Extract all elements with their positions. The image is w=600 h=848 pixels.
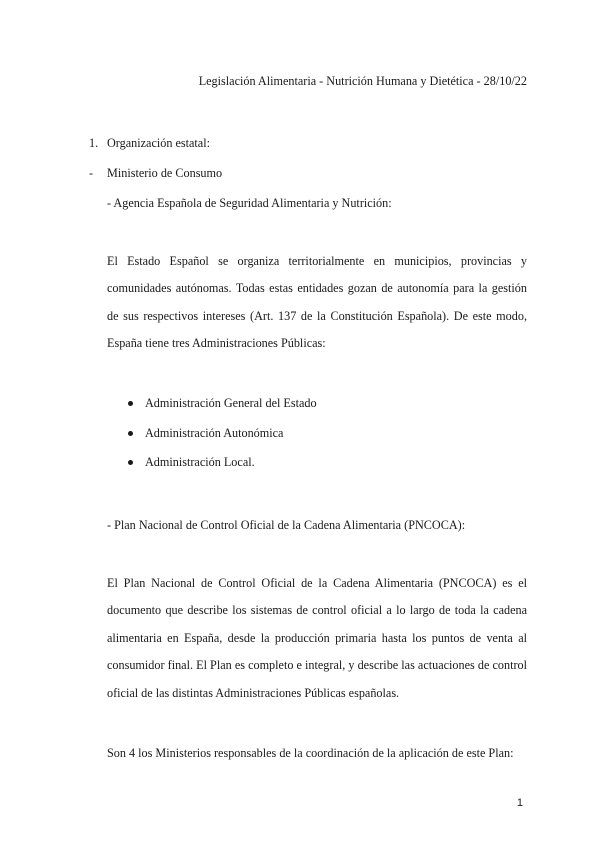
dash-list-item xyxy=(89,166,222,181)
subheading-aesan: - Agencia Española de Seguridad Alimentaria y Nutrición: xyxy=(107,196,392,210)
dash-item-text: Ministerio de Consumo xyxy=(107,166,223,180)
page-header: Legislación Alimentaria - Nutrición Humana y Dietética - 28/10/22 xyxy=(198,74,527,88)
numbered-list-item xyxy=(89,136,210,151)
numbered-item-text: Organización estatal: xyxy=(107,136,210,150)
bullet-text: Administración General del Estado xyxy=(145,396,317,410)
bullet-item xyxy=(128,426,283,441)
page-number: 1 xyxy=(516,797,523,809)
bullet-item xyxy=(128,396,317,411)
bullet-item xyxy=(128,455,255,470)
bullet-dot-icon xyxy=(128,401,133,406)
bullet-text: Administración Autonómica xyxy=(145,426,284,440)
paragraph-pncoca: El Plan Nacional de Control Oficial de la Cadena Alimentaria (PNCOCA) es el documento que describe los sistemas de control oficial a lo largo de toda la cadena alimentaria en España, desde la producción primaria hasta los puntos de venta al consumidor final. El Plan es completo e integral, y describe las actuaciones de control oficial de las distintas Administraciones Públicas españolas. xyxy=(107,576,527,700)
list-number: 1. xyxy=(89,136,99,150)
list-dash: - xyxy=(89,166,94,180)
bullet-dot-icon xyxy=(128,460,133,465)
bullet-dot-icon xyxy=(128,431,133,436)
subheading-pncoca: - Plan Nacional de Control Oficial de la Cadena Alimentaria (PNCOCA): xyxy=(107,518,466,532)
paragraph-administraciones: El Estado Español se organiza territorialmente en municipios, provincias y comunidades autónomas. Todas estas entidades gozan de autonomía para la gestión de sus respectivos intereses (Art. 137 de la Constitución Española). De este modo, España tiene tres Administraciones Públicas: xyxy=(107,254,527,351)
paragraph-ministerios: Son 4 los Ministerios responsables de la coordinación de la aplicación de este Plan: xyxy=(107,746,514,760)
bullet-text: Administración Local. xyxy=(145,455,255,469)
